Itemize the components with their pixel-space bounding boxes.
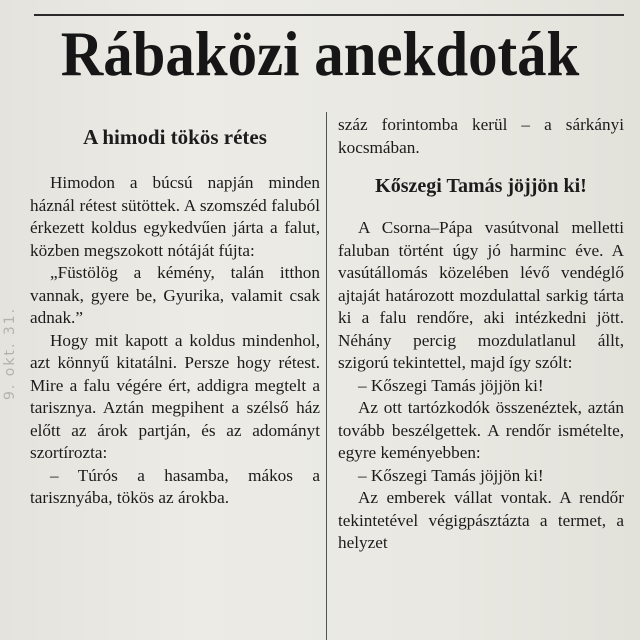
column-divider [326, 112, 327, 640]
paragraph: – Kőszegi Tamás jöjjön ki! [358, 375, 544, 395]
top-rule [34, 14, 624, 16]
article-heading: Kőszegi Tamás jöjjön ki! [375, 175, 587, 197]
article-heading: A himodi tökös rétes [83, 125, 267, 149]
paragraph: Hogy mit kapott a koldus mindenhol, azt könnyű kitatálni. Persze hogy rétest. Mire a falu végére ért, addigra megtelt a tarisznya. Aztán megpihent a szélső ház előtt az árok partján, és az adományt szortírozta: [30, 330, 320, 462]
paragraph: Az ott tartózkodók összenéztek, aztán tovább beszélgettek. A rendőr ismételte, egyre keményebben: [338, 398, 624, 462]
masthead-title: Rábaközi anekdoták [60, 18, 580, 89]
paragraph: – Túrós a hasamba, mákos a tarisznyába, tökös az árokba. [30, 465, 320, 507]
right-column [338, 114, 624, 555]
left-column [30, 124, 320, 510]
paragraph: „Füstölög a kémény, talán itthon vannak, gyere be, Gyurika, valamit csak adnak.” [30, 263, 320, 327]
paragraph: Az emberek vállat vontak. A rendőr tekintetével végigpásztázta a termet, a helyzet [338, 488, 624, 552]
margin-note: 9. okt. 31. [2, 306, 18, 400]
paragraph: A Csorna–Pápa vasútvonal melletti faluban történt úgy jó harminc éve. A vasútállomás közelében lévő vendéglő ajtaját határozott mozdulattal sarkig tárta ki a falu rendőre, aki intézkedni jött. Néhány percig mozdulatlanul állt, szigorú tekintettel, majd így szólt: [338, 218, 624, 372]
paragraph: – Kőszegi Tamás jöjjön ki! [358, 465, 544, 485]
paragraph: Himodon a búcsú napján minden háznál rétest sütöttek. A szomszéd faluból érkezett koldus egykedvűen járta a falut, közben megszokott nótáját fújta: [30, 173, 320, 260]
continued-paragraph: száz forintomba kerül – a sárkányi kocsmában. [338, 115, 624, 157]
